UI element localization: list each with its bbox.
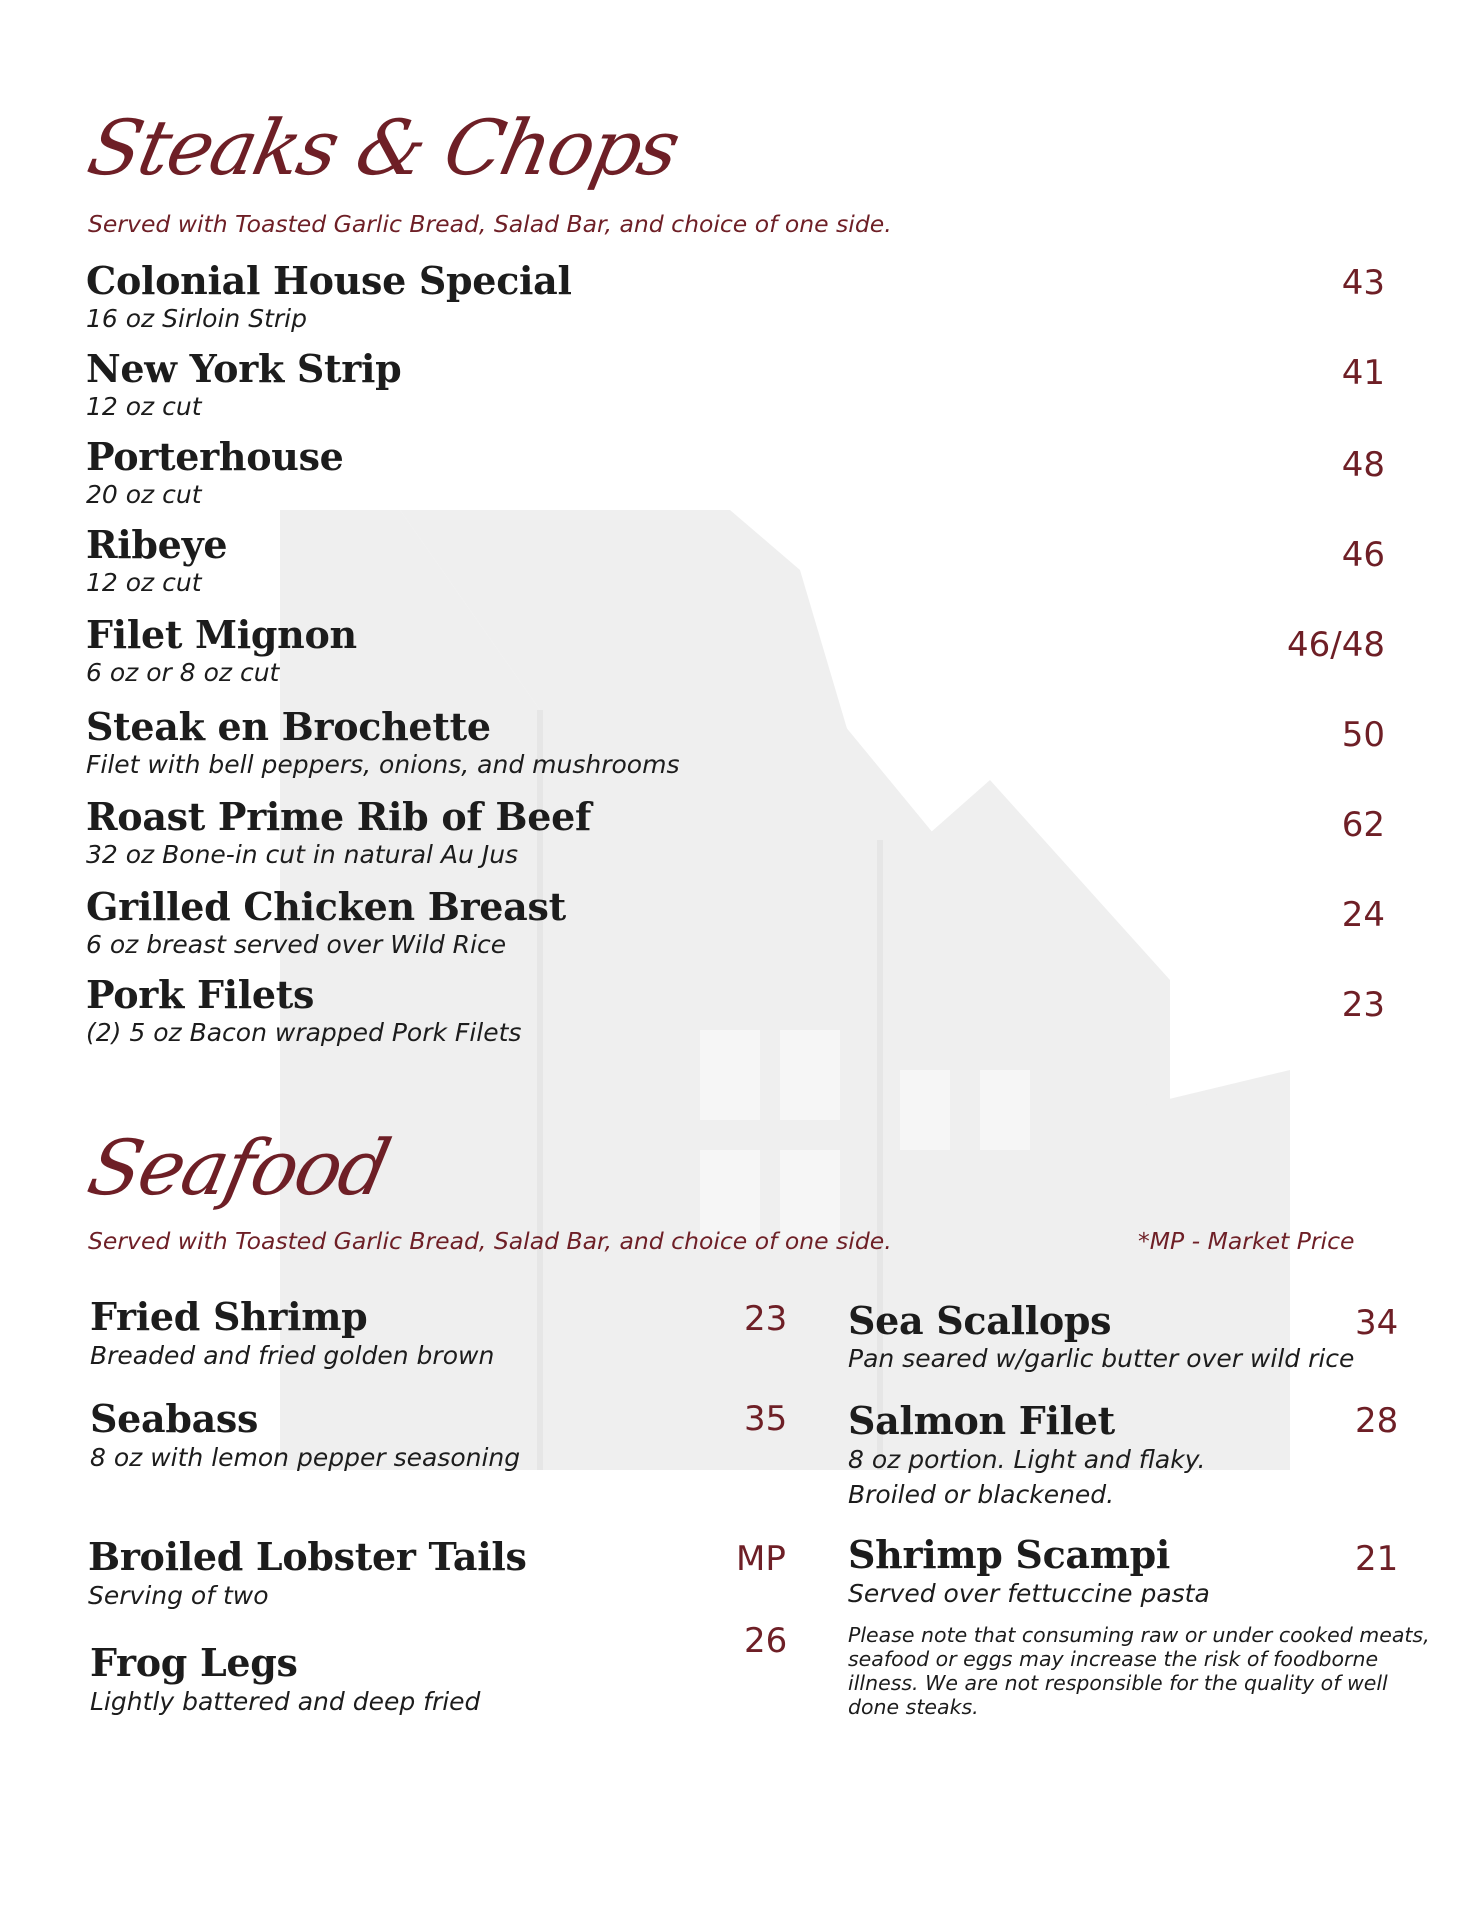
item-price: 43 bbox=[1341, 263, 1385, 303]
seafood-note: Served with Toasted Garlic Bread, Salad Bar, and choice of one side. bbox=[88, 1227, 892, 1255]
item-price: 50 bbox=[1341, 715, 1385, 755]
item-name: Broiled Lobster Tails bbox=[88, 1534, 527, 1579]
item-price: 62 bbox=[1341, 805, 1385, 845]
item-desc: 6 oz or 8 oz cut bbox=[86, 658, 280, 687]
item-desc: Served over fettuccine pasta bbox=[848, 1579, 1210, 1608]
item-name: Colonial House Special bbox=[86, 258, 572, 303]
item-name: Sea Scallops bbox=[848, 1298, 1112, 1343]
steaks-note: Served with Toasted Garlic Bread, Salad Bar, and choice of one side. bbox=[88, 210, 892, 238]
item-desc: 8 oz with lemon pepper seasoning bbox=[90, 1443, 521, 1472]
item-name: Steak en Brochette bbox=[86, 704, 491, 749]
item-name: Shrimp Scampi bbox=[848, 1532, 1171, 1577]
item-desc: Pan seared w/garlic butter over wild rice bbox=[848, 1344, 1355, 1373]
item-name: Filet Mignon bbox=[86, 612, 357, 657]
item-desc: 32 oz Bone-in cut in natural Au Jus bbox=[86, 840, 519, 869]
item-name: Porterhouse bbox=[86, 434, 344, 479]
item-price: 21 bbox=[1355, 1539, 1399, 1579]
item-name: Grilled Chicken Breast bbox=[86, 884, 566, 929]
item-name: Fried Shrimp bbox=[90, 1294, 368, 1339]
item-desc: 20 oz cut bbox=[86, 480, 202, 509]
item-price: 26 bbox=[744, 1621, 788, 1661]
item-price: 23 bbox=[744, 1299, 788, 1339]
item-desc: 12 oz cut bbox=[86, 392, 202, 421]
item-name: Ribeye bbox=[86, 522, 228, 567]
item-desc: Filet with bell peppers, onions, and mushrooms bbox=[86, 750, 680, 779]
item-name: Salmon Filet bbox=[848, 1398, 1115, 1443]
item-price: 46 bbox=[1341, 535, 1385, 575]
seafood-heading: Seafood bbox=[80, 1123, 397, 1212]
item-name: Seabass bbox=[90, 1396, 259, 1441]
item-price: 24 bbox=[1341, 895, 1385, 935]
item-name: Roast Prime Rib of Beef bbox=[86, 794, 592, 839]
steaks-heading: Steaks & Chops bbox=[80, 103, 686, 192]
item-price: 35 bbox=[744, 1399, 788, 1439]
item-price: 34 bbox=[1355, 1303, 1399, 1343]
item-name: New York Strip bbox=[86, 346, 402, 391]
item-price: 46/48 bbox=[1287, 625, 1385, 665]
market-price-note: *MP - Market Price bbox=[1138, 1227, 1355, 1255]
food-safety-disclaimer: Please note that consuming raw or under cooked meats, seafood or eggs may increase the risk of foodborne illness. We are not responsible for the quality of well done steaks. bbox=[848, 1623, 1430, 1719]
item-price: 48 bbox=[1341, 445, 1385, 485]
item-desc: Serving of two bbox=[88, 1581, 269, 1610]
item-desc-line2: Broiled or blackened. bbox=[848, 1480, 1115, 1509]
item-desc: (2) 5 oz Bacon wrapped Pork Filets bbox=[86, 1018, 522, 1047]
item-price: MP bbox=[736, 1539, 786, 1579]
item-price: 23 bbox=[1341, 985, 1385, 1025]
item-price: 41 bbox=[1341, 353, 1385, 393]
item-desc: 8 oz portion. Light and flaky. bbox=[848, 1445, 1206, 1474]
item-desc: 12 oz cut bbox=[86, 568, 202, 597]
item-desc: 16 oz Sirloin Strip bbox=[86, 304, 307, 333]
item-desc: Lightly battered and deep fried bbox=[90, 1687, 481, 1716]
item-desc: 6 oz breast served over Wild Rice bbox=[86, 930, 507, 959]
item-desc: Breaded and fried golden brown bbox=[90, 1341, 495, 1370]
item-name: Frog Legs bbox=[90, 1640, 298, 1685]
item-price: 28 bbox=[1355, 1401, 1399, 1441]
item-name: Pork Filets bbox=[86, 972, 315, 1017]
